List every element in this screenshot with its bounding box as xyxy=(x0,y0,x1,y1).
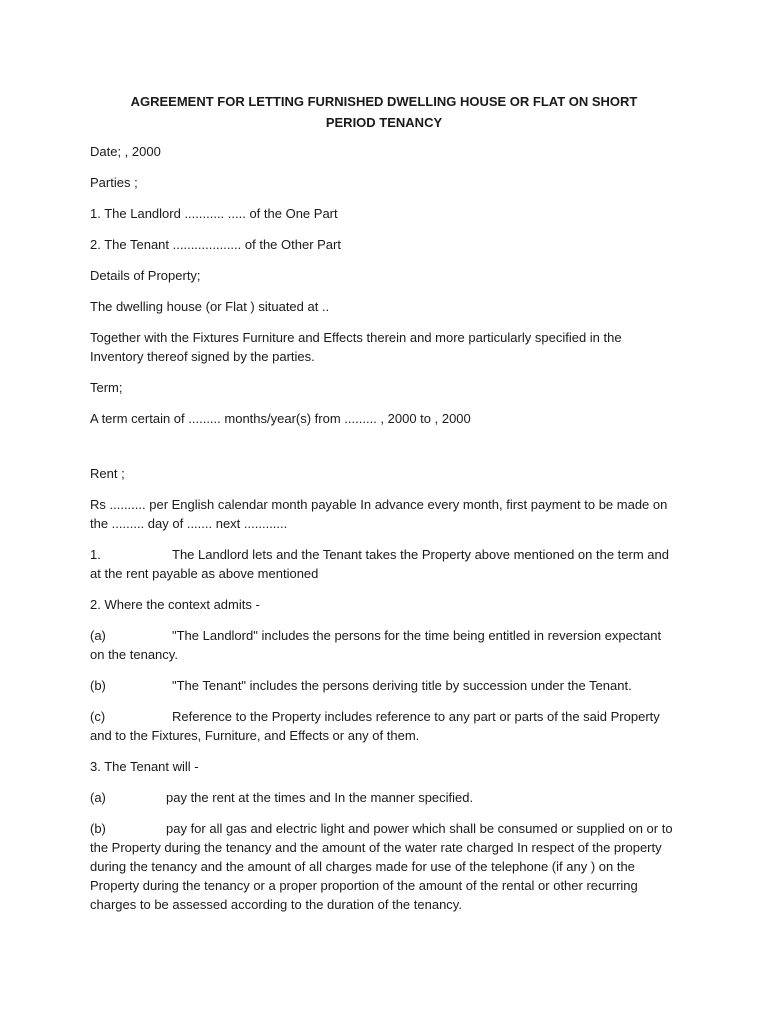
clause-3b xyxy=(90,819,678,914)
clause-1 xyxy=(90,545,678,583)
term-text: A term certain of ......... months/year(s) from ......... , 2000 to , 2000 xyxy=(90,411,471,426)
clause-2b xyxy=(90,676,678,695)
clause-2c xyxy=(90,707,678,745)
clause-2b-label: (b) xyxy=(90,678,106,693)
clause-1-text: The Landlord lets and the Tenant takes the Property above mentioned on the term and at the rent payable as above mentioned xyxy=(90,547,669,581)
fixtures-paragraph: Together with the Fixtures Furniture and Effects therein and more particularly specified in the Inventory thereof signed by the parties. xyxy=(90,330,622,364)
property-details-heading: Details of Property; xyxy=(90,268,201,283)
title-line-1: AGREEMENT FOR LETTING FURNISHED DWELLING HOUSE OR FLAT ON SHORT xyxy=(130,94,638,109)
party-landlord: 1. The Landlord ........... ..... of the One Part xyxy=(90,206,338,221)
clause-2a xyxy=(90,626,678,664)
clause-2a-label: (a) xyxy=(90,628,106,643)
date-line: Date; , 2000 xyxy=(90,144,161,159)
rent-heading: Rent ; xyxy=(90,466,125,481)
blank-gap xyxy=(90,440,678,464)
clause-2c-label: (c) xyxy=(90,709,106,724)
clause-3b-label: (b) xyxy=(90,821,106,836)
clause-3a-text: pay the rent at the times and In the manner specified. xyxy=(166,790,474,805)
clause-2a-text: "The Landlord" includes the persons for the time being entitled in reversion expectant on the tenancy. xyxy=(90,628,662,662)
clause-2: 2. Where the context admits - xyxy=(90,597,260,612)
clause-2c-text: Reference to the Property includes reference to any part or parts of the said Property and to the Fixtures, Furniture, and Effects or any of them. xyxy=(90,709,660,743)
document-title xyxy=(90,91,678,133)
party-tenant: 2. The Tenant ................... of the Other Part xyxy=(90,237,341,252)
property-location: The dwelling house (or Flat ) situated at .. xyxy=(90,299,330,314)
clause-3a xyxy=(90,788,678,807)
term-heading: Term; xyxy=(90,380,123,395)
clause-2b-text: "The Tenant" includes the persons deriving title by succession under the Tenant. xyxy=(172,678,632,693)
rent-text: Rs .......... per English calendar month payable In advance every month, first payment to be made on the ......... day of ....... next ............ xyxy=(90,497,668,531)
clause-3: 3. The Tenant will - xyxy=(90,759,199,774)
clause-1-number: 1. xyxy=(90,547,101,562)
parties-heading: Parties ; xyxy=(90,175,138,190)
clause-3a-label: (a) xyxy=(90,790,106,805)
clause-3b-text: pay for all gas and electric light and power which shall be consumed or supplied on or to the Property during the tenancy and the amount of the water rate charged In respect of the property during the tenancy and the amount of all charges made for use of the telephone (if any ) on the Property during the tenancy or a proper proportion of the amount of the rental or other recurring charges to be assessed according to the duration of the tenancy. xyxy=(90,821,673,912)
title-line-2: PERIOD TENANCY xyxy=(325,115,443,130)
